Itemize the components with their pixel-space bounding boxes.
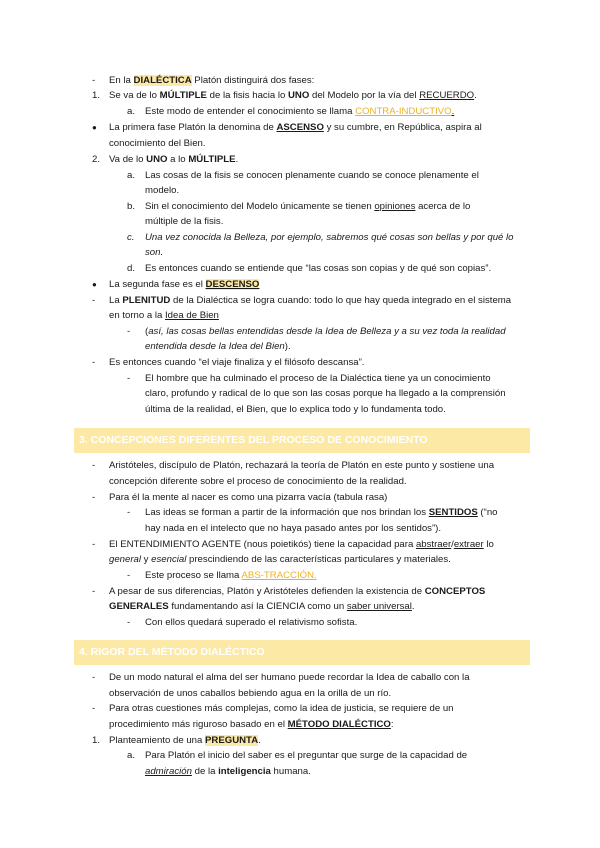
dash-marker: - — [92, 672, 96, 683]
dash-marker: - — [92, 586, 96, 597]
letter-marker: c. — [127, 232, 135, 243]
dash-marker: - — [92, 295, 96, 306]
dash-marker: - — [127, 326, 131, 337]
number-marker: 1. — [92, 735, 101, 746]
number-marker: 1. — [92, 90, 101, 101]
dash-marker: - — [127, 617, 131, 628]
bullet-marker: ● — [92, 280, 97, 289]
dash-marker: - — [92, 460, 96, 471]
dash-marker: - — [127, 373, 131, 384]
dash-marker: - — [92, 539, 96, 550]
dash-marker: - — [92, 357, 96, 368]
letter-marker: d. — [127, 263, 136, 274]
document-page: - En la DIALÉCTICA Platón distinguirá dos fases: 1. Se va de lo MÚLTIPLE de la fisis hacia lo UNO del Modelo por la vía del RECUERDO. a. Este modo de entender el conocimiento se llama CONTRA-INDUCTIVO. ● La primera fase Platón la denomina de ASCENSO y su cumbre, en República, aspira al conocimiento del Bien. 2. Va de lo UNO a lo MÚLTIPLE. a. Las cosas de la fisis se conocen plenamente cuando se conoce plenamente el modelo. b. Sin el conocimiento del Modelo únicamente se tienen opiniones acerca de lo múltiple de la fisis. c. Una vez conocida la Belleza, por ejemplo, sabremos qué cosas son bellas y por qué lo son. d. Es entonces cuando se entiende que “las cosas son copias y de qué son copias”. ● La segunda fase es el DESCENSO - La PLENITUD de la Dialéctica se logra cuando: todo lo que hay queda integrado en el sistema en torno a la Idea de Bien - (así, las cosas bellas entendidas desde la Idea de Belleza y a su vez toda la realidad entendida desde la Idea del Bien). - Es entonces cuando “el viaje finaliza y el filósofo descansa”. - El hombre que ha culminado el proceso de la Dialéctica tiene ya un conocimiento claro, profundo y radical de lo que son las cosas porque ha llegado a la comprensión última de la realidad, el Bien, que lo explica todo y lo fundamenta todo. 3. CONCEPCIONES DIFERENTES DEL PROCESO DE CONOCIMIENTO - Aristóteles, discípulo de Platón, rechazará la teoría de Platón en este punto y sostiene una concepción diferente sobre el proceso de conocimiento de la realidad. - Para él la mente al nacer es como una pizarra vacía (tabula rasa) - Las ideas se forman a partir de la información que nos brindan los SENTIDOS (“no hay nada en el intelecto que no haya pasado antes por los sentidos”). - El ENTENDIMIENTO AGENTE (nous poietikós) tiene la capacidad para abstraer/extraer lo general y esencial prescindiendo de las características particulares y materiales. - Este proceso se llama ABS-TRACCIÓN. - A pesar de sus diferencias, Platón y Aristóteles defienden la existencia de CONCEPTOS GENERALES fundamentando así la CIENCIA como un saber universal. - Con ellos quedará superado el relativismo sofista. 4. RIGOR DEL MÉTODO DIALÉCTICO - De un modo natural el alma del ser humano puede recordar la Idea de caballo con la observación de unos caballos bebiendo agua en la orilla de un río. - Para otras cuestiones más complejas, como la idea de justicia, se requiere de un procedimiento más riguroso basado en el MÉTODO DIALÉCTICO: 1. Planteamiento de una PREGUNTA. a. Para Platón el inicio del saber es el preguntar que surge de la capacidad de admiración de la inteligencia humana. — [0, 0, 600, 848]
dash-marker: - — [127, 507, 131, 518]
dash-marker: - — [92, 492, 96, 503]
dash-marker: - — [127, 570, 131, 581]
bullet-marker: ● — [92, 123, 97, 132]
section-heading-3: 3. CONCEPCIONES DIFERENTES DEL PROCESO DE CONOCIMIENTO — [74, 428, 530, 453]
letter-marker: a. — [127, 106, 136, 117]
letter-marker: b. — [127, 201, 136, 212]
dash-marker: - — [92, 75, 96, 86]
letter-marker: a. — [127, 170, 136, 181]
dash-marker: - — [92, 703, 96, 714]
letter-marker: a. — [127, 750, 136, 761]
number-marker: 2. — [92, 154, 101, 165]
section-heading-4: 4. RIGOR DEL MÉTODO DIALÉCTICO — [74, 640, 530, 665]
